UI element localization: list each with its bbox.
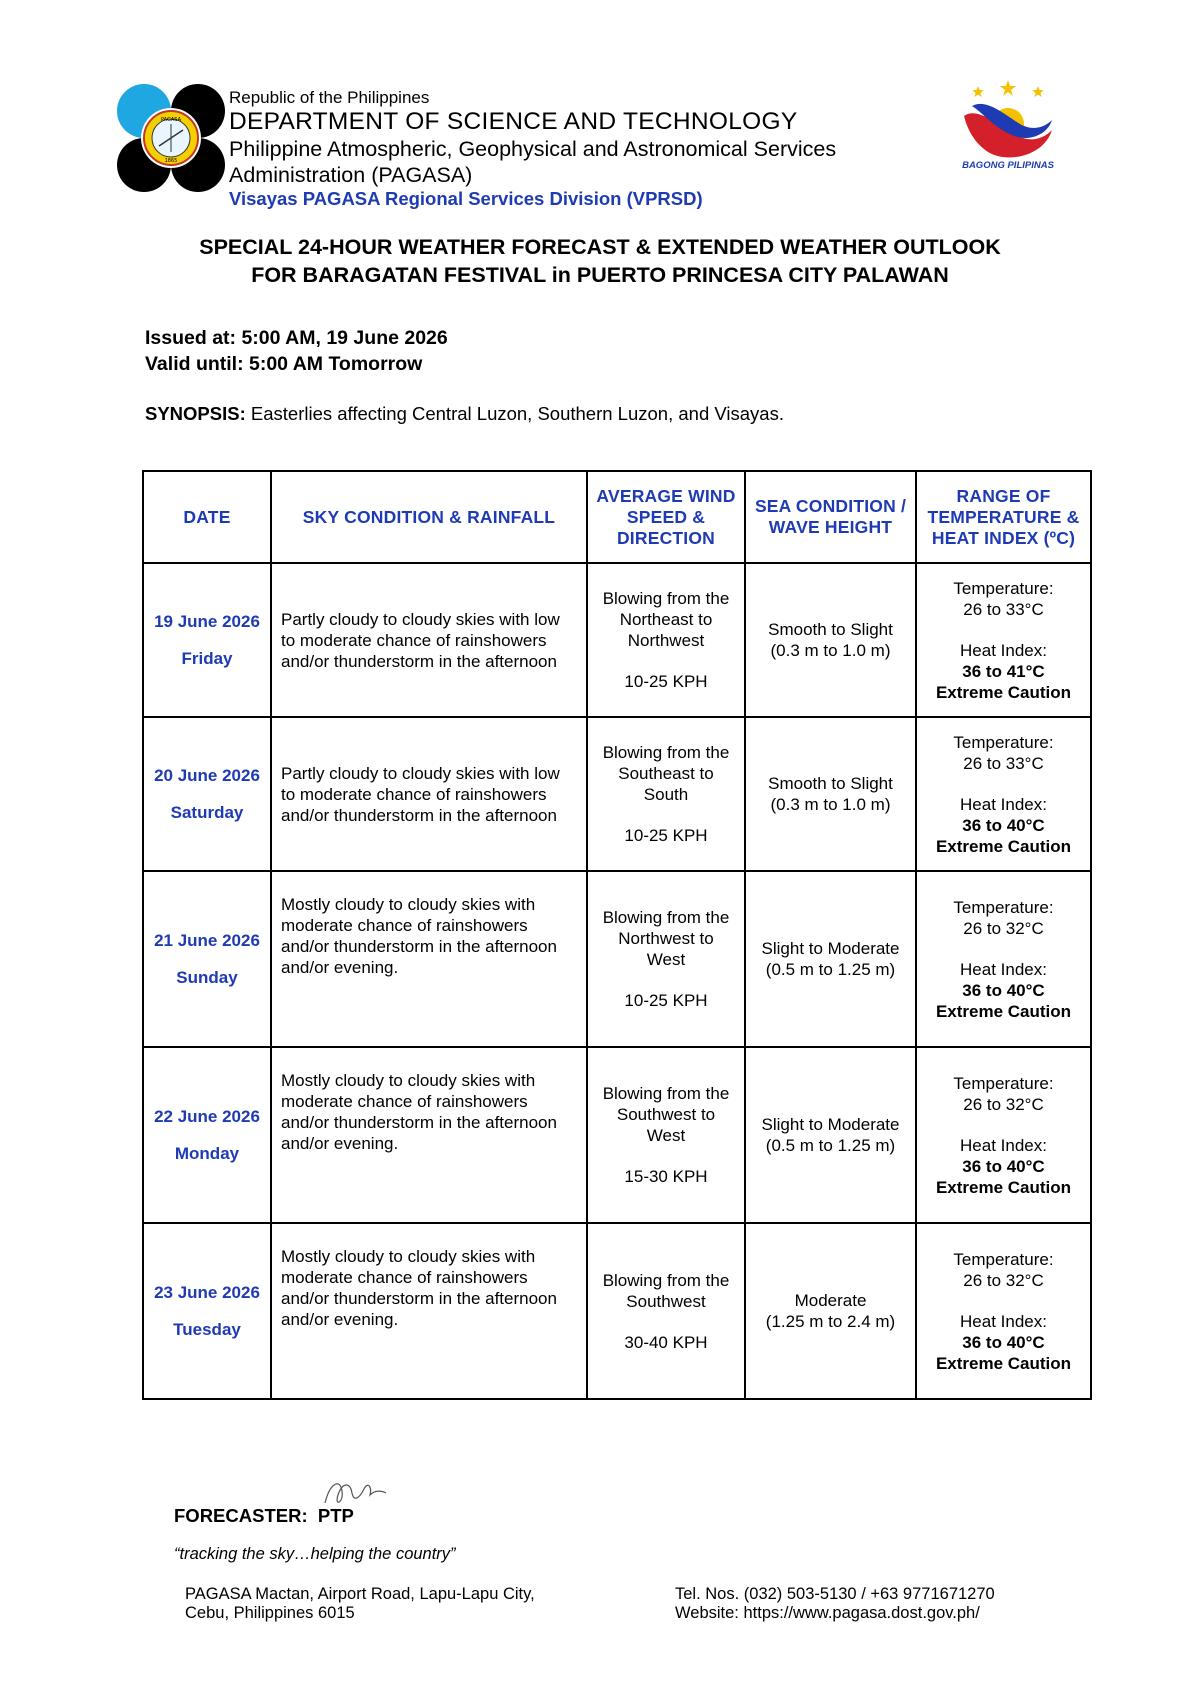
issuance-block [145,325,448,377]
sky-line: and/or thunderstorm in the afternoon [281,937,557,956]
wind-line: Southwest to [616,1105,716,1124]
header-sky: SKY CONDITION & RAINFALL [271,471,587,563]
header-sea-line: WAVE HEIGHT [768,517,893,537]
wind-line: Northwest [627,631,705,650]
sky-cell [271,871,587,1047]
sky-line: and/or evening. [281,1310,399,1329]
temperature-range: 26 to 32°C [963,1094,1044,1114]
day-of-week: Friday [181,649,233,668]
sky-cell [271,1223,587,1399]
republic-line: Republic of the Philippines [229,88,430,107]
forecaster-label: FORECASTER: [174,1505,308,1526]
sky-line: Mostly cloudy to cloudy skies with [281,895,536,914]
wind-line: Southeast to [618,764,714,783]
sky-line: moderate chance of rainshowers [281,1268,528,1287]
agency-line-1: Philippine Atmospheric, Geophysical and Astronomical Services [229,137,837,161]
header-temp-line: TEMPERATURE & [927,506,1080,527]
header-sea [745,471,916,563]
heat-index-label: Heat Index: [960,1135,1047,1155]
wind-line: Northeast to [619,610,713,629]
header-sea-line: SEA CONDITION / [754,496,907,516]
date-cell [143,717,271,871]
wind-speed: 30-40 KPH [624,1332,708,1352]
synopsis [145,403,784,425]
sea-condition: Slight to Moderate [761,1115,900,1134]
sky-line: to moderate chance of rainshowers [281,784,547,804]
heat-index-category: Extreme Caution [935,682,1072,702]
day-of-week: Tuesday [173,1320,241,1339]
division-name: Visayas PAGASA Regional Services Division (VPRSD) [229,188,703,209]
day-of-week: Monday [174,1144,240,1163]
header-temp-line: HEAT INDEX (ºC) [931,527,1076,548]
temperature-label: Temperature: [953,1073,1054,1093]
table-header-row [143,471,1091,563]
wave-height: (0.3 m to 1.0 m) [770,795,891,814]
temperature-cell [916,563,1091,717]
logo-year: 1865 [164,158,178,164]
dost-pagasa-logo [117,84,225,192]
day-of-week: Saturday [170,803,244,822]
wind-speed: 10-25 KPH [624,991,708,1010]
address-line: Cebu, Philippines 6015 [185,1604,355,1622]
sky-line: moderate chance of rainshowers [281,916,528,935]
heat-index-category: Extreme Caution [935,1353,1072,1373]
temperature-cell [916,1047,1091,1223]
temperature-cell [916,717,1091,871]
wind-cell [587,563,745,717]
sea-cell [745,1047,916,1223]
heat-index-range: 36 to 40°C [962,815,1045,835]
date-cell [143,871,271,1047]
date: 21 June 2026 [154,931,260,950]
date-cell [143,1047,271,1223]
heat-index-category: Extreme Caution [935,1001,1072,1021]
heat-index-category: Extreme Caution [935,1177,1072,1197]
date-cell [143,1223,271,1399]
agency-line-2: Administration (PAGASA) [229,163,473,187]
temperature-label: Temperature: [953,578,1054,598]
motto: “tracking the sky…helping the country” [174,1545,456,1563]
heat-index-range: 36 to 41°C [962,661,1045,681]
bagong-pilipinas-logo [958,76,1058,168]
sky-line: and/or thunderstorm in the afternoon [281,1289,557,1308]
issued-at: Issued at: 5:00 AM, 19 June 2026 [145,327,448,349]
heat-index-range: 36 to 40°C [962,980,1045,1000]
date: 19 June 2026 [154,612,260,631]
temperature-cell [916,1223,1091,1399]
wind-line: South [643,785,689,804]
sea-cell [745,717,916,871]
wave-height: (0.3 m to 1.0 m) [770,641,891,660]
sky-line: to moderate chance of rainshowers [281,630,547,650]
header-wind-line: DIRECTION [616,527,716,548]
temperature-label: Temperature: [953,1249,1054,1269]
wind-line: Blowing from the [602,743,730,762]
heat-index-label: Heat Index: [960,640,1047,660]
forecaster-line [174,1505,354,1527]
heat-index-range: 36 to 40°C [962,1332,1045,1352]
logo-text: PAGASA [160,117,182,123]
header-date: DATE [143,471,271,563]
heat-index-range: 36 to 40°C [962,1156,1045,1176]
wind-speed: 10-25 KPH [624,826,708,845]
forecast-table [142,470,1092,1400]
sky-line: Mostly cloudy to cloudy skies with [281,1247,536,1266]
title-line-1: SPECIAL 24-HOUR WEATHER FORECAST & EXTENDED WEATHER OUTLOOK [199,235,1001,259]
table-row [143,1223,1091,1399]
sea-cell [745,1223,916,1399]
organization-block [229,88,836,210]
wind-line: Southwest [626,1291,706,1311]
sea-cell [745,871,916,1047]
wind-line: West [646,1126,686,1145]
heat-index-category: Extreme Caution [935,836,1072,856]
temperature-label: Temperature: [953,732,1054,752]
wind-cell [587,871,745,1047]
temperature-label: Temperature: [953,897,1054,917]
wind-cell [587,1047,745,1223]
sky-cell [271,1047,587,1223]
header-wind [587,471,745,563]
temperature-range: 26 to 32°C [963,918,1044,938]
temperature-cell [916,871,1091,1047]
wave-height: (0.5 m to 1.25 m) [765,960,896,979]
day-of-week: Sunday [176,968,238,987]
sea-condition: Smooth to Slight [768,774,893,793]
wind-line: Northwest to [618,929,714,948]
department-name: DEPARTMENT OF SCIENCE AND TECHNOLOGY [229,108,798,135]
sea-cell [745,563,916,717]
title-line-2: FOR BARAGATAN FESTIVAL in PUERTO PRINCESA CITY PALAWAN [251,263,949,287]
telephone: Tel. Nos. (032) 503-5130 / +63 9771671270 [675,1585,995,1603]
temperature-range: 26 to 33°C [963,599,1044,619]
heat-index-label: Heat Index: [960,959,1047,979]
table-row [143,717,1091,871]
forecaster-initials: PTP [317,1505,354,1526]
wind-line: West [646,950,686,969]
wave-height: (1.25 m to 2.4 m) [765,1312,896,1331]
sky-line: and/or evening. [281,958,399,977]
header-temperature [916,471,1091,563]
wind-cell [587,717,745,871]
date: 23 June 2026 [154,1283,260,1302]
valid-until: Valid until: 5:00 AM Tomorrow [145,353,423,375]
temperature-range: 26 to 33°C [963,753,1044,773]
date-cell [143,563,271,717]
contact-block [675,1585,995,1623]
sky-line: moderate chance of rainshowers [281,1092,528,1111]
sky-cell [271,563,587,717]
synopsis-text: Easterlies affecting Central Luzon, Southern Luzon, and Visayas. [245,403,784,424]
wind-line: Blowing from the [602,1270,730,1290]
address-line: PAGASA Mactan, Airport Road, Lapu-Lapu City, [185,1585,535,1603]
sky-line: and/or evening. [281,1134,399,1153]
sea-condition: Smooth to Slight [768,620,893,639]
sea-condition: Slight to Moderate [761,939,900,958]
table-row [143,871,1091,1047]
sky-line: and/or thunderstorm in the afternoon [281,805,557,825]
date: 20 June 2026 [154,766,260,785]
header-wind-line: AVERAGE WIND [596,485,736,506]
sky-line: and/or thunderstorm in the afternoon [281,651,557,671]
wave-height: (0.5 m to 1.25 m) [765,1136,896,1155]
wind-line: Blowing from the [602,1084,730,1103]
heat-index-label: Heat Index: [960,794,1047,814]
table-row [143,1047,1091,1223]
wind-cell [587,1223,745,1399]
website: Website: https://www.pagasa.dost.gov.ph/ [675,1604,980,1622]
temperature-range: 26 to 32°C [963,1270,1044,1290]
sky-line: Partly cloudy to cloudy skies with low [281,763,560,783]
sea-condition: Moderate [794,1291,867,1310]
heat-index-label: Heat Index: [960,1311,1047,1331]
bagong-pilipinas-text: BAGONG PILIPINAS [962,160,1054,171]
sky-line: and/or thunderstorm in the afternoon [281,1113,557,1132]
address-block [185,1585,535,1623]
wind-line: Blowing from the [602,908,730,927]
wind-line: Blowing from the [602,589,730,608]
header-temp-line: RANGE OF [956,485,1051,506]
wind-speed: 15-30 KPH [624,1167,708,1186]
date: 22 June 2026 [154,1107,260,1126]
wind-speed: 10-25 KPH [624,672,708,691]
sky-line: Mostly cloudy to cloudy skies with [281,1071,536,1090]
table-row [143,563,1091,717]
synopsis-label: SYNOPSIS: [145,403,246,424]
sky-line: Partly cloudy to cloudy skies with low [281,609,560,629]
sky-cell [271,717,587,871]
header-wind-line: SPEED & [626,506,706,527]
